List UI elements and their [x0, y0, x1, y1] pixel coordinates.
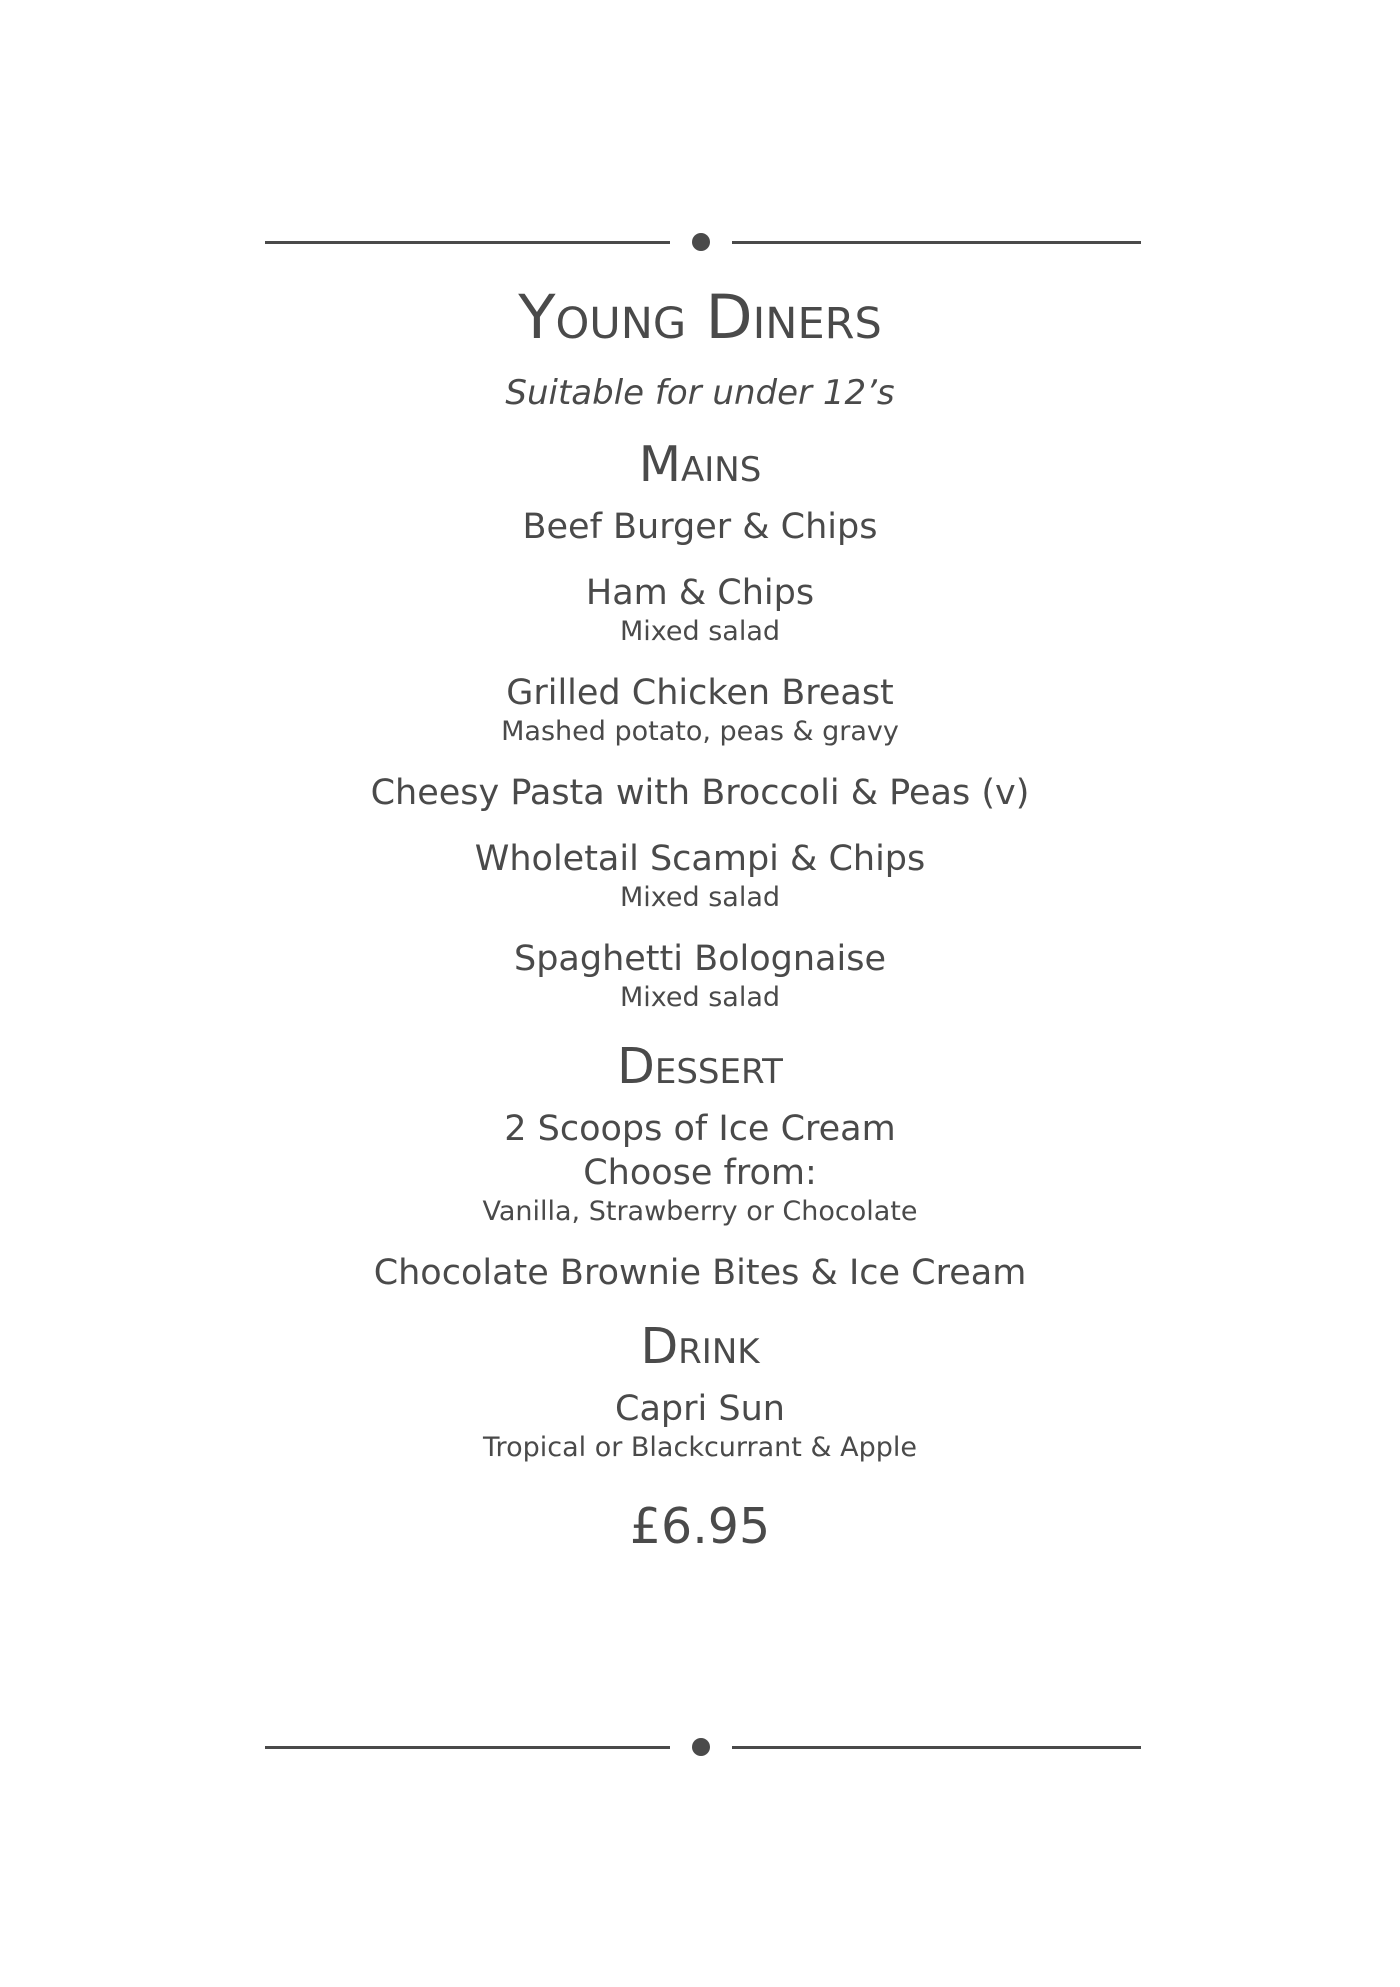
divider-dot-icon [692, 1738, 710, 1756]
divider-line-left [265, 1746, 670, 1749]
menu-item [0, 505, 1400, 549]
item-description: Vanilla, Strawberry or Chocolate [482, 1196, 918, 1227]
item-description: Mixed salad [619, 882, 781, 913]
menu-item [0, 571, 1400, 649]
menu-item [0, 1107, 1400, 1229]
divider-dot-icon [692, 233, 710, 251]
item-name: Spaghetti Bolognaise [513, 939, 886, 979]
section-title-drink: Drink [640, 1318, 760, 1375]
item-description: Mixed salad [619, 982, 781, 1013]
item-name: 2 Scoops of Ice Cream [504, 1109, 896, 1149]
item-description: Mashed potato, peas & gravy [501, 716, 899, 747]
menu-item [0, 671, 1400, 749]
menu-content [0, 270, 1400, 1557]
item-description: Mixed salad [619, 616, 781, 647]
menu-item [0, 837, 1400, 915]
section-title-dessert: Dessert [617, 1038, 783, 1095]
item-description: Tropical or Blackcurrant & Apple [483, 1432, 917, 1463]
menu-item [0, 1387, 1400, 1465]
divider-line-right [732, 1746, 1141, 1749]
menu-item [0, 1251, 1400, 1295]
top-divider [265, 232, 1141, 252]
drink-list [0, 1387, 1400, 1465]
item-name: Grilled Chicken Breast [506, 673, 894, 713]
divider-line-left [265, 241, 670, 244]
menu-item [0, 771, 1400, 815]
item-name: Wholetail Scampi & Chips [474, 839, 926, 879]
item-name: Chocolate Brownie Bites & Ice Cream [373, 1253, 1027, 1293]
bottom-divider [265, 1737, 1141, 1757]
mains-list [0, 505, 1400, 1015]
item-name: Ham & Chips [585, 573, 815, 613]
dessert-list [0, 1107, 1400, 1295]
item-name: Cheesy Pasta with Broccoli & Peas (v) [370, 773, 1030, 813]
menu-price: £6.95 [629, 1498, 771, 1555]
menu-subtitle: Suitable for under 12’s [505, 373, 895, 413]
divider-line-right [732, 241, 1141, 244]
item-name: Beef Burger & Chips [522, 507, 878, 547]
item-name: Capri Sun [615, 1389, 785, 1429]
menu-item [0, 937, 1400, 1015]
menu-title: Young Diners [518, 282, 882, 353]
item-name-line2: Choose from: [583, 1153, 817, 1193]
section-title-mains: Mains [638, 436, 762, 493]
